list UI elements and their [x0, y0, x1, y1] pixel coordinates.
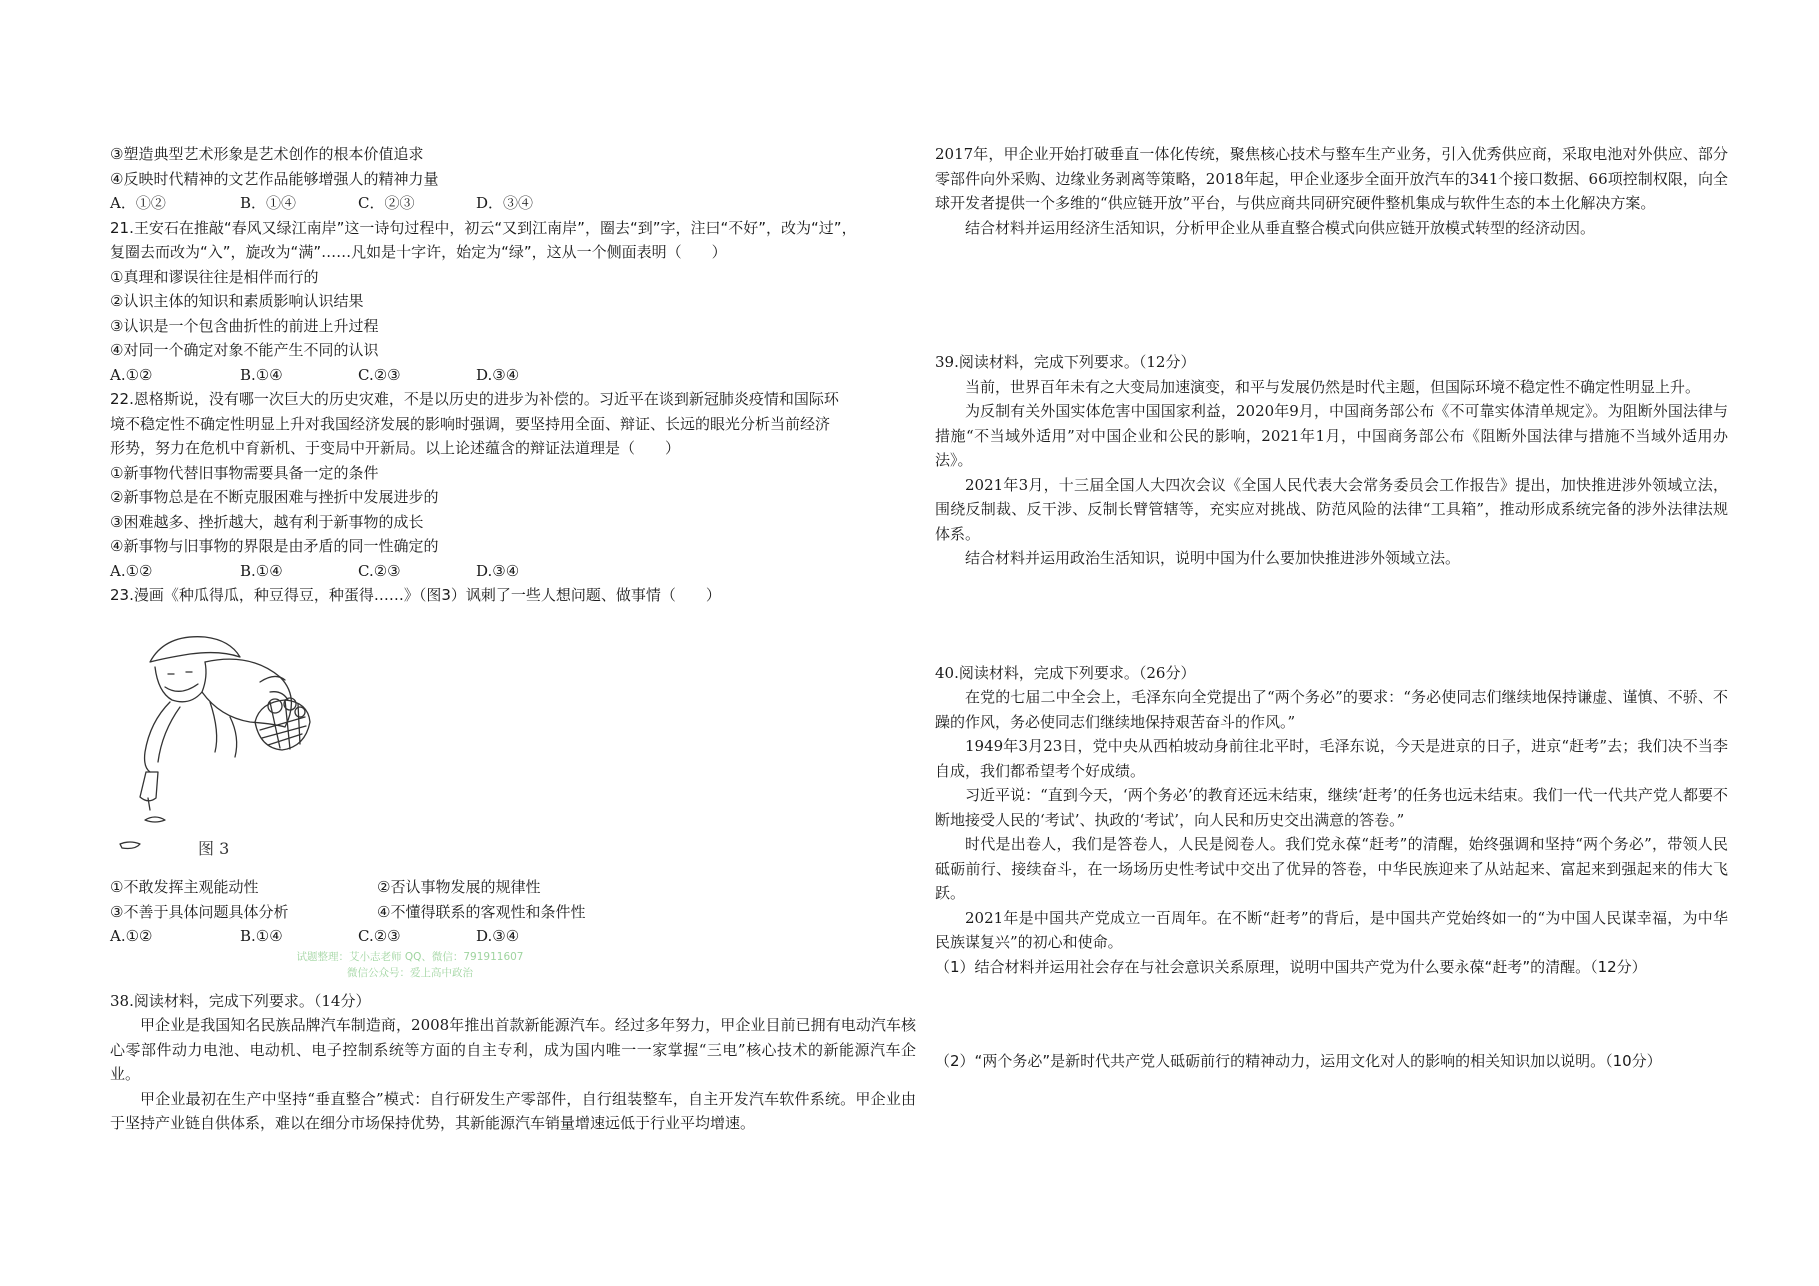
q20-option-c[interactable]: C．②③	[358, 194, 415, 212]
figure-caption: 图 3	[198, 838, 230, 858]
q40-title: 40.阅读材料，完成下列要求。（26分）	[935, 663, 1196, 682]
q23-item-3: ③不善于具体问题具体分析	[110, 902, 289, 921]
q22-option-c[interactable]: C.②③	[358, 561, 401, 580]
q22-option-a[interactable]: A.①②	[110, 561, 153, 580]
q39-paragraph-1: 当前，世界百年未有之大变局加速演变，和平与发展仍然是时代主题，但国际环境不稳定性不确定性明显上升。	[965, 377, 1701, 396]
q38-paragraph-3: 2017年，甲企业开始打破垂直一体化传统，聚焦核心技术与整车生产业务，引入优秀供应商，采取电池对外供应、部分零部件向外采购、边缘业务剥离等策略，2018年起，甲企业逐步全面开放汽车的341个接口数据、66项控制权限，向全球开发者提供一个多维的“供应链开放”平台，与供应商共同研究硬件整机集成与软件生态的本土化解决方案。	[935, 145, 1728, 212]
q21-option-d[interactable]: D.③④	[476, 365, 520, 384]
q23-options	[110, 924, 916, 949]
answer-space-q39[interactable]	[935, 571, 1728, 661]
q22-stem-line1: 22.恩格斯说，没有哪一次巨大的历史灾难，不是以历史的进步为补偿的。习近平在谈到新冠肺炎疫情和国际环	[110, 390, 839, 408]
q40-paragraph-5: 2021年是中国共产党成立一百周年。在不断“赶考”的背后，是中国共产党始终如一的“为中国人民谋幸福，为中华民族谋复兴”的初心和使命。	[935, 908, 1728, 951]
q39-paragraph-2: 为反制有关外国实体危害中国国家利益，2020年9月，中国商务部公布《不可靠实体清单规定》。为阻断外国法律与措施“不当域外适用”对中国企业和公民的影响，2021年1月，中国商务部公布《阻断外国法律与措施不当域外适用办法》。	[935, 402, 1728, 469]
q20-item-4: ④反映时代精神的文艺作品能够增强人的精神力量	[110, 169, 439, 188]
q21-item-4: ④对同一个确定对象不能产生不同的认识	[110, 341, 379, 359]
q23-item-1: ①不敢发挥主观能动性	[110, 878, 259, 896]
q39-paragraph-3: 2021年3月，十三届全国人大四次会议《全国人民代表大会常务委员会工作报告》提出，加快推进涉外领域立法，围绕反制裁、反干涉、反制长臂管辖等，充实应对挑战、防范风险的法律“工具箱”，推动形成系统完备的涉外法律法规体系。	[935, 475, 1728, 543]
q20-option-b[interactable]: B．①④	[240, 194, 297, 212]
q20-item-3: ③塑造典型艺术形象是艺术创作的根本价值追求	[110, 145, 424, 163]
q21-option-a[interactable]: A.①②	[110, 365, 153, 384]
q23-item-4: ④不懂得联系的客观性和条件性	[377, 902, 586, 921]
q23-option-c[interactable]: C.②③	[358, 927, 401, 945]
q20-option-d[interactable]: D．③④	[476, 194, 534, 212]
q21-stem-line2: 复圈去而改为“入”，旋改为“满”……凡如是十字许，始定为“绿”，这从一个侧面表明（ ）	[110, 243, 727, 261]
q40-paragraph-1: 在党的七届二中全会上，毛泽东向全党提出了“两个务必”的要求：“务必使同志们继续地保持谦虚、谨慎、不骄、不躁的作风，务必使同志们继续地保持艰苦奋斗的作风。”	[935, 688, 1728, 731]
q22-option-b[interactable]: B.①④	[240, 561, 283, 580]
q39-requirement: 结合材料并运用政治生活知识，说明中国为什么要加快推进涉外领域立法。	[965, 549, 1461, 567]
q23-items-row1	[110, 875, 916, 900]
q21-option-c[interactable]: C.②③	[358, 365, 401, 384]
q23-stem: 23.漫画《种瓜得瓜，种豆得豆，种蛋得……》（图3）讽刺了一些人想问题、做事情（ ）	[110, 586, 721, 604]
q21-stem-line1: 21.王安石在推敲“春风又绿江南岸”这一诗句过程中，初云“又到江南岸”，圈去“到”字，注曰“不好”，改为“过”，	[110, 218, 857, 237]
q22-stem-line2: 境不稳定性不确定性明显上升对我国经济发展的影响时强调，要坚持用全面、辩证、长远的眼光分析当前经济	[110, 414, 831, 433]
q38-paragraph-2: 甲企业最初在生产中坚持“垂直整合”模式：自行研发生产零部件，自行组装整车，自主开发汽车软件系统。甲企业由于坚持产业链自供体系，难以在细分市场保持优势，其新能源汽车销量增速远低于行业平均增速。	[110, 1089, 916, 1132]
answer-space-q38[interactable]	[935, 240, 1728, 350]
watermark-line1: 试题整理：艾小志老师 QQ、微信：791911607	[296, 950, 524, 963]
q21-item-2: ②认识主体的知识和素质影响认识结果	[110, 292, 364, 310]
q40-subquestion-1: （1）结合材料并运用社会存在与社会意识关系原理，说明中国共产党为什么要永葆“赶考”的清醒。（12分）	[935, 957, 1647, 976]
left-column	[110, 142, 916, 1136]
q38-paragraph-1: 甲企业是我国知名民族品牌汽车制造商，2008年推出首款新能源汽车。经过多年努力，甲企业目前已拥有电动汽车核心零部件动力电池、电动机、电子控制系统等方面的自主专利，成为国内唯一一家掌握“三电”核心技术的新能源汽车企业。	[110, 1016, 916, 1083]
q40-subquestion-2: （2）“两个务必”是新时代共产党人砥砺前行的精神动力，运用文化对人的影响的相关知识加以说明。（10分）	[935, 1052, 1662, 1070]
q22-stem-line3: 形势，努力在危机中育新机、于变局中开新局。以上论述蕴含的辩证法道理是（ ）	[110, 439, 681, 457]
q22-item-4: ④新事物与旧事物的界限是由矛盾的同一性确定的	[110, 537, 439, 555]
cartoon-figure-3	[110, 622, 340, 862]
q40-paragraph-3: 习近平说：“直到今天，‘两个务必’的教育还远未结束，继续‘赶考’的任务也远未结束。我们一代一代共产党人都要不断地接受人民的‘考试’、执政的‘考试’，向人民和历史交出满意的答卷。”	[935, 786, 1728, 829]
q23-option-d[interactable]: D.③④	[476, 927, 520, 945]
q39-title: 39.阅读材料，完成下列要求。（12分）	[935, 353, 1196, 371]
q21-option-b[interactable]: B.①④	[240, 365, 283, 384]
q20-options	[110, 191, 916, 216]
q40-paragraph-2: 1949年3月23日，党中央从西柏坡动身前往北平时，毛泽东说，今天是进京的日子，进京“赶考”去；我们决不当李自成，我们都希望考个好成绩。	[935, 737, 1728, 780]
right-column	[935, 142, 1728, 1074]
watermark-line2: 微信公众号：爱上高中政治	[347, 966, 473, 979]
q23-items-row2	[110, 900, 916, 925]
q23-option-b[interactable]: B.①④	[240, 927, 283, 945]
q38-title: 38.阅读材料，完成下列要求。（14分）	[110, 991, 371, 1010]
answer-space-q40-1[interactable]	[935, 979, 1728, 1049]
q23-option-a[interactable]: A.①②	[110, 927, 153, 945]
q23-item-2: ②否认事物发展的规律性	[377, 878, 541, 896]
q22-item-2: ②新事物总是在不断克服困难与挫折中发展进步的	[110, 488, 439, 506]
q22-item-1: ①新事物代替旧事物需要具备一定的条件	[110, 463, 379, 482]
q22-option-d[interactable]: D.③④	[476, 561, 520, 580]
q22-options	[110, 559, 916, 584]
q40-paragraph-4: 时代是出卷人，我们是答卷人，人民是阅卷人。我们党永葆“赶考”的清醒，始终强调和坚持“两个务必”，带领人民砥砺前行、接续奋斗，在一场场历史性考试中交出了优异的答卷，中华民族迎来了从站起来、富起来到强起来的伟大飞跃。	[935, 835, 1728, 902]
q21-item-1: ①真理和谬误往往是相伴而行的	[110, 267, 319, 286]
q21-item-3: ③认识是一个包含曲折性的前进上升过程	[110, 316, 379, 335]
q38-requirement: 结合材料并运用经济生活知识，分析甲企业从垂直整合模式向供应链开放模式转型的经济动因。	[965, 218, 1596, 237]
q20-option-a[interactable]: A．①②	[110, 194, 166, 212]
q21-options	[110, 363, 916, 388]
q22-item-3: ③困难越多、挫折越大，越有利于新事物的成长	[110, 512, 424, 531]
